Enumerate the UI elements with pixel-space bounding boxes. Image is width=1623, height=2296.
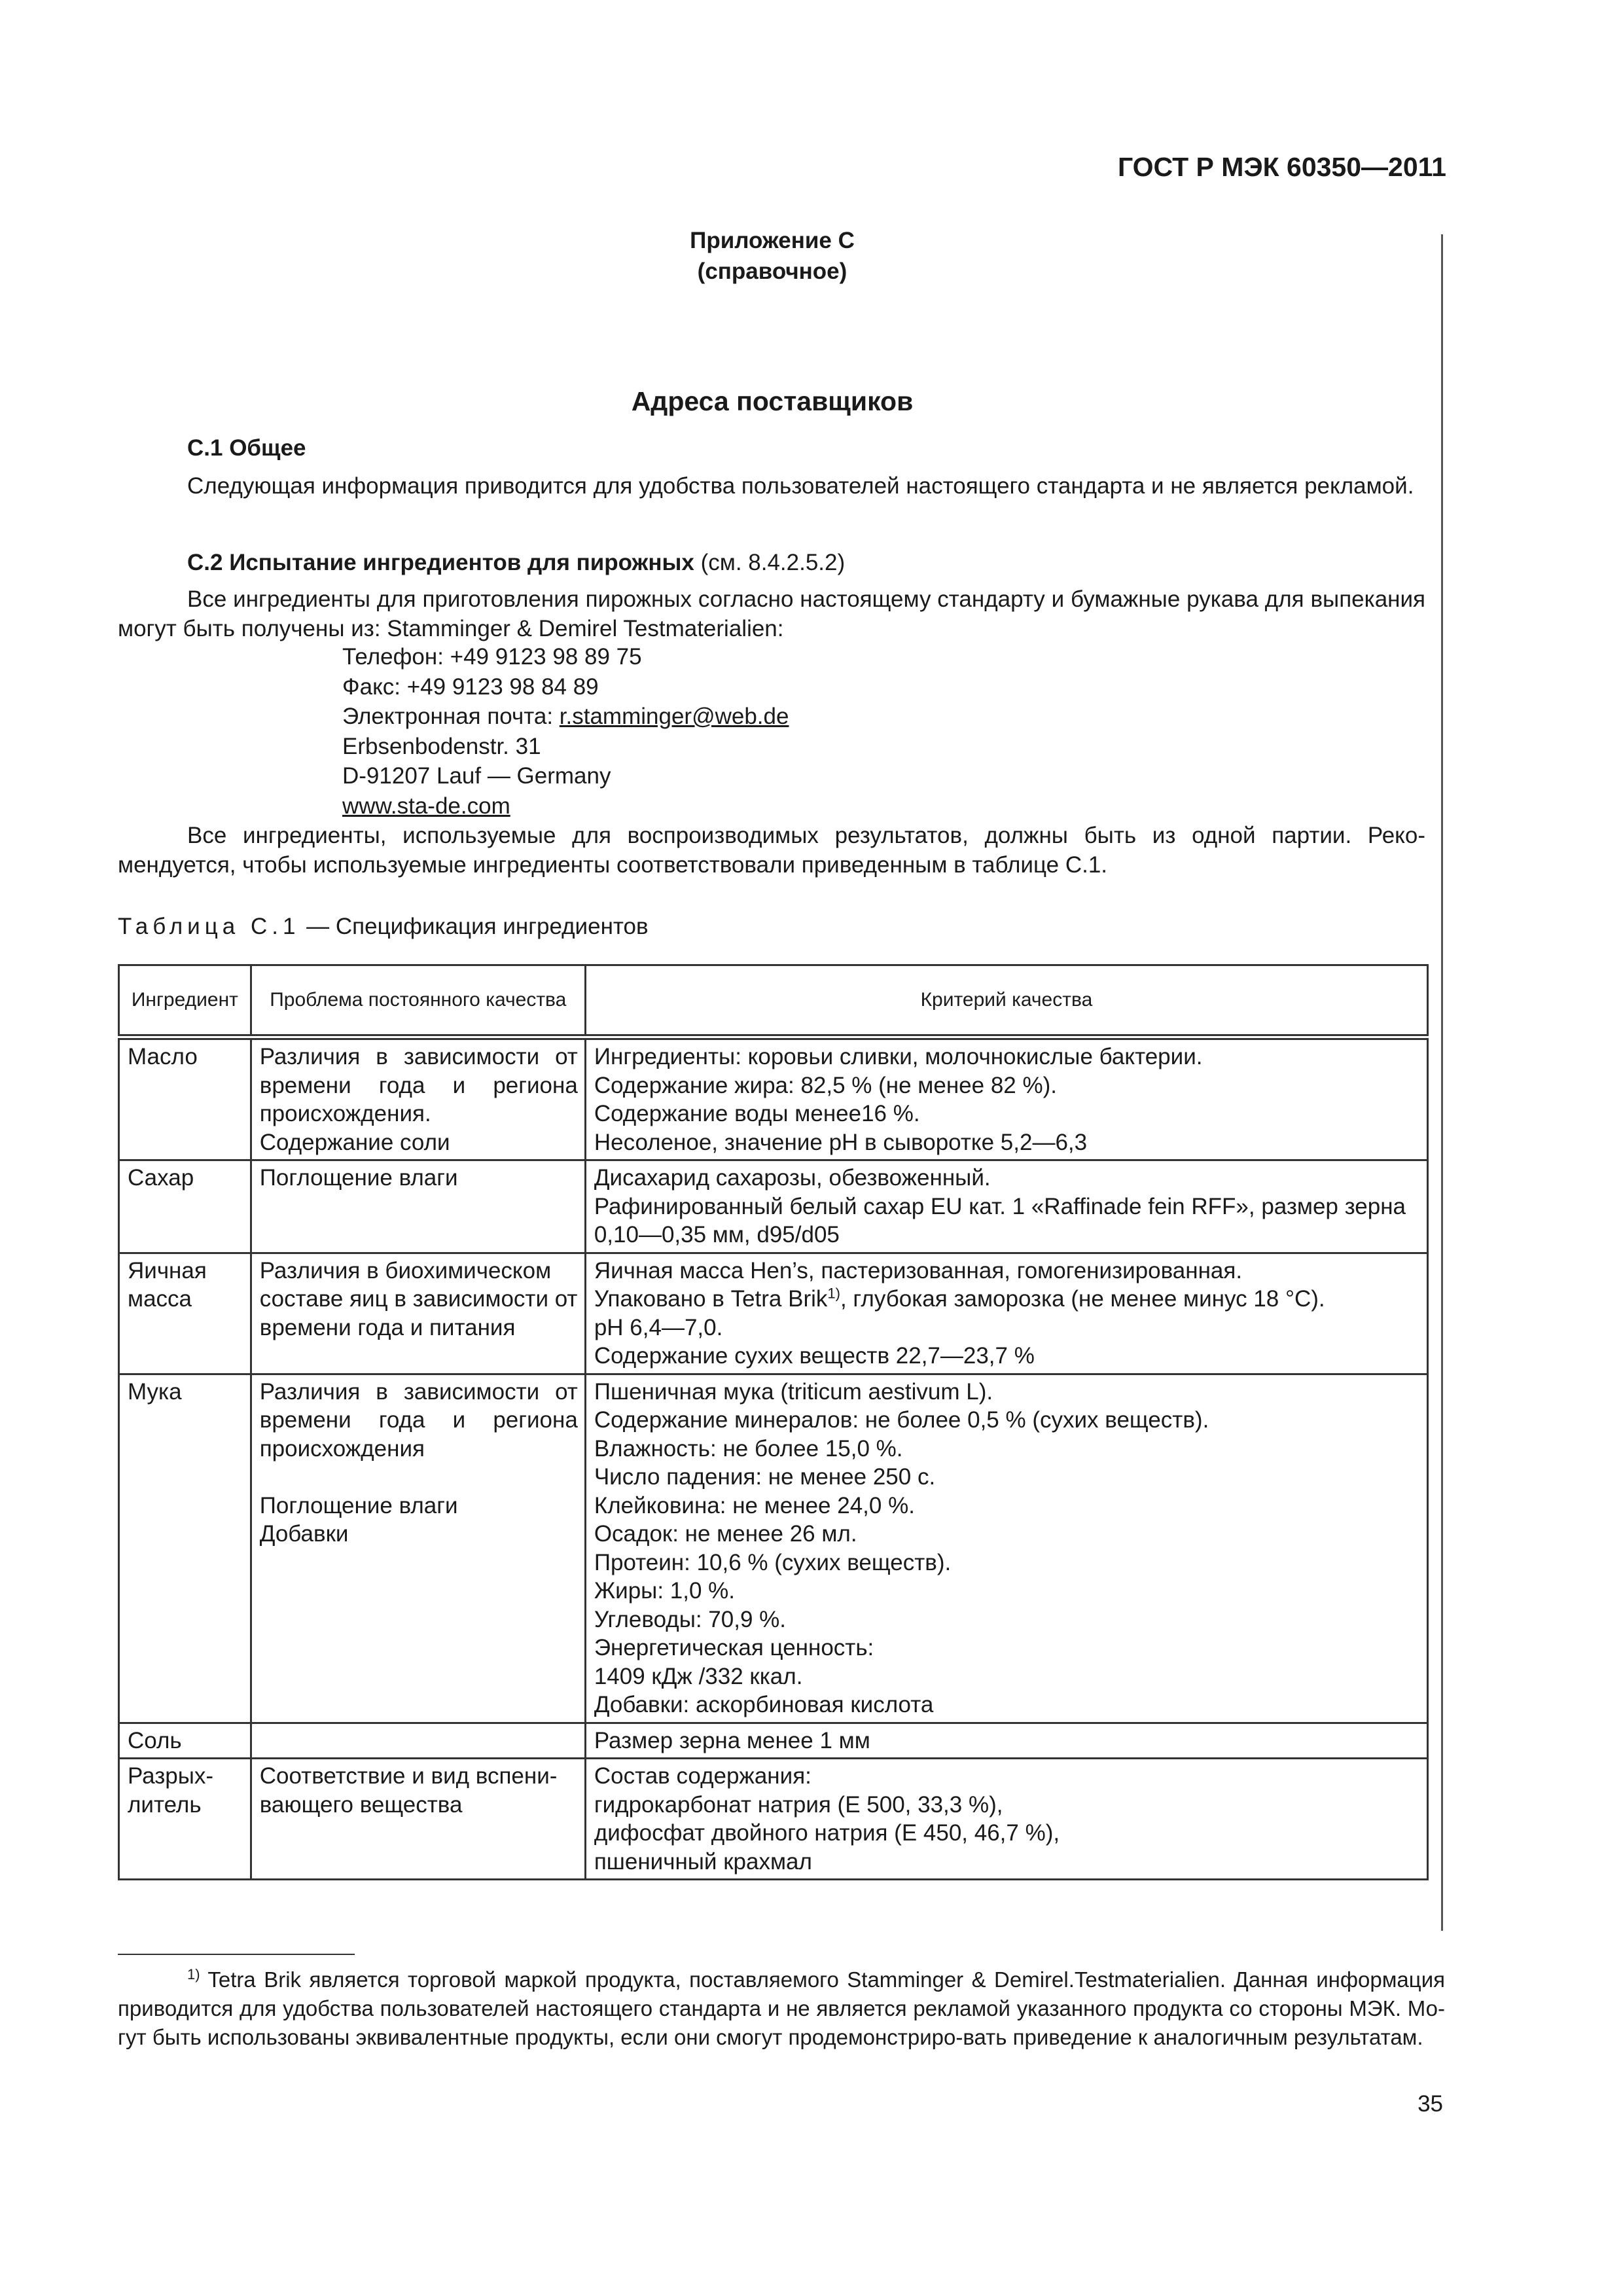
cell-text: Размер зерна менее 1 мм <box>594 1727 870 1753</box>
cell-text-part: , глубокая заморозка (не менее минус 18 °С). <box>840 1286 1325 1312</box>
cell-text: Содержание соли <box>259 1129 450 1155</box>
table-row <box>119 1160 1428 1253</box>
cell-text: pH 6,4—7,0. <box>594 1314 723 1340</box>
footnote-text: Tetra Brik является торговой маркой продукта, поставляемого Stamminger & Demirel.Testmaterialien. Данная информация приводится для удобства пользователей настоящего стандарта и не является рекламой указанного продукта со стороны МЭК. Мо-гут быть использованы эквивалентные продукты, если они смогут продемонстриро-вать приведение к аналогичным результатам. <box>118 1967 1445 2049</box>
cell-text: Жиры: 1,0 %. <box>594 1578 735 1604</box>
table-row <box>119 1374 1428 1723</box>
cell-text: Рафинированный белый сахар EU кат. 1 «Raffinade fein RFF», размер зерна 0,10—0,35 мм, d95/d05 <box>594 1193 1406 1247</box>
contact-website-link[interactable]: www.sta-de.com <box>342 793 510 819</box>
cell-text: Содержание воды менее16 %. <box>594 1101 920 1126</box>
cell-text-part: Упаковано в Tetra Brik <box>594 1286 828 1312</box>
cell-text: Ингредиенты: коровьи сливки, молочнокислые бактерии. <box>594 1044 1203 1069</box>
cell-text: Число падения: не менее 250 с. <box>594 1464 936 1490</box>
contact-fax: Факс: +49 9123 98 84 89 <box>342 673 599 700</box>
table-header-row <box>119 965 1428 1037</box>
cell-criteria <box>585 1759 1427 1880</box>
cell-text: Поглощение влаги <box>259 1165 458 1191</box>
cell-text: вающего вещества <box>259 1791 463 1818</box>
cell-text: Содержание жира: 82,5 % (не менее 82 %). <box>594 1072 1057 1098</box>
cell-problem <box>251 1253 585 1374</box>
table-caption-label: Таблица С.1 <box>118 914 300 939</box>
contact-street: Erbsenbodenstr. 31 <box>342 733 541 759</box>
cell-problem <box>251 1723 585 1759</box>
footnote-mark: 1) <box>187 1966 200 1982</box>
cell-text: Сахар <box>128 1165 194 1191</box>
cell-text: Добавки <box>259 1521 349 1547</box>
header-criteria: Критерий качества <box>585 965 1427 1037</box>
cell-text: Соль <box>128 1727 182 1753</box>
section-2-text: Все ингредиенты для приготовления пирожных согласно настоящему стандарту и бумажные рукава для выпекания могут быть получены из: Stamminger & Demirel Testmaterialien: <box>118 586 1425 641</box>
cell-criteria <box>585 1374 1427 1723</box>
table-row <box>119 1037 1428 1160</box>
cell-criteria <box>585 1253 1427 1374</box>
contact-email-row <box>342 702 789 732</box>
cell-text: Энергетическая ценность: <box>594 1635 874 1660</box>
supplier-contact <box>342 642 789 821</box>
table-caption-text: — Спецификация ингредиентов <box>300 914 649 939</box>
cell-ingredient <box>119 1723 251 1759</box>
cell-text: дифосфат двойного натрия (Е 450, 46,7 %), <box>594 1820 1060 1846</box>
annex-subtitle: (справочное) <box>697 259 847 284</box>
footnote-ref: 1) <box>827 1285 840 1302</box>
table-row <box>119 1723 1428 1759</box>
cell-text: Углеводы: 70,9 %. <box>594 1606 786 1632</box>
cell-criteria <box>585 1723 1427 1759</box>
contact-city: D-91207 Lauf — Germany <box>342 763 611 789</box>
cell-text: Содержание сухих веществ 22,7—23,7 % <box>594 1343 1035 1369</box>
cell-text: Масло <box>128 1044 198 1069</box>
contact-email-link[interactable]: r.stamminger@web.de <box>559 704 789 729</box>
cell-text: Клейковина: не менее 24,0 %. <box>594 1492 915 1518</box>
document-code: ГОСТ Р МЭК 60350—2011 <box>1117 152 1446 182</box>
cell-problem <box>251 1759 585 1880</box>
cell-criteria <box>585 1160 1427 1253</box>
cell-ingredient <box>119 1253 251 1374</box>
cell-text: Состав содержания: <box>594 1763 812 1789</box>
cell-text: Несоленое, значение pH в сыворотке 5,2—6,3 <box>594 1129 1088 1155</box>
cell-text: гидрокарбонат натрия (Е 500, 33,3 %), <box>594 1791 1003 1818</box>
contact-email-label: Электронная почта: <box>342 704 560 729</box>
cell-criteria <box>585 1037 1427 1160</box>
cell-text: Влажность: не более 15,0 %. <box>594 1435 903 1462</box>
page-heading: Адреса поставщиков <box>631 386 914 416</box>
section-2-note: Все ингредиенты, используемые для воспроизводимых результатов, должны быть из одной партии. Реко-мендуется, чтобы используемые ингредиенты соответствовали приведенным в таблице С.1. <box>118 823 1425 878</box>
footnote-separator <box>118 1954 355 1955</box>
cell-text: Разрых- <box>128 1763 214 1789</box>
section-1-text: Следующая информация приводится для удобства пользователей настоящего стандарта и не является рекламой. <box>187 473 1414 499</box>
cell-text: Поглощение влаги <box>259 1492 458 1518</box>
cell-text: Соответствие и вид вспени- <box>259 1763 558 1789</box>
cell-ingredient <box>119 1160 251 1253</box>
cell-spacer <box>260 1463 578 1492</box>
section-1-title: С.1 Общее <box>187 435 306 461</box>
cell-text: Дисахарид сахарозы, обезвоженный. <box>594 1165 991 1191</box>
ingredients-table <box>118 964 1429 1880</box>
table-row <box>119 1759 1428 1880</box>
cell-text: Содержание минералов: не более 0,5 % (сухих веществ). <box>594 1407 1209 1433</box>
cell-text: литель <box>128 1791 202 1818</box>
cell-text: Различия в биохимическом составе яиц в зависимости от времени года и питания <box>259 1257 578 1340</box>
section-2-title <box>187 550 845 576</box>
cell-text: пшеничный крахмал <box>594 1848 812 1874</box>
page-number: 35 <box>1418 2091 1443 2117</box>
cell-text: Осадок: не менее 26 мл. <box>594 1521 857 1547</box>
header-ingredient: Ингредиент <box>119 965 251 1037</box>
cell-ingredient <box>119 1037 251 1160</box>
cell-text: Мука <box>128 1378 182 1405</box>
cell-ingredient <box>119 1374 251 1723</box>
cell-text: Различия в зависимости от времени года и региона происхождения <box>259 1378 578 1462</box>
cell-text: Яичная масса <box>128 1257 207 1312</box>
cell-text: Пшеничная мука (triticum aestivum L). <box>594 1378 993 1405</box>
cell-problem <box>251 1160 585 1253</box>
section-2-title-bold: С.2 Испытание ингредиентов для пирожных <box>187 550 694 575</box>
cell-text: Яичная масса Hen’s, пастеризованная, гомогенизированная. <box>594 1257 1243 1283</box>
cell-text: Протеин: 10,6 % (сухих веществ). <box>594 1549 952 1575</box>
cell-problem <box>251 1374 585 1723</box>
cell-text: Различия в зависимости от времени года и региона происхождения. <box>259 1044 578 1126</box>
cell-text <box>594 1285 1420 1314</box>
section-2-ref: (см. 8.4.2.5.2) <box>694 550 846 575</box>
cell-text: Добавки: аскорбиновая кислота <box>594 1692 934 1717</box>
revision-sidebar-line <box>1441 234 1443 1931</box>
table-caption <box>118 914 649 940</box>
footnote <box>118 1965 1445 2052</box>
cell-problem <box>251 1037 585 1160</box>
cell-ingredient <box>119 1759 251 1880</box>
contact-phone: Телефон: +49 9123 98 89 75 <box>342 644 642 670</box>
cell-text: 1409 кДж /332 ккал. <box>594 1663 803 1689</box>
table-row <box>119 1253 1428 1374</box>
header-problem: Проблема постоянного качества <box>251 965 585 1037</box>
annex-title: Приложение С <box>690 228 855 253</box>
